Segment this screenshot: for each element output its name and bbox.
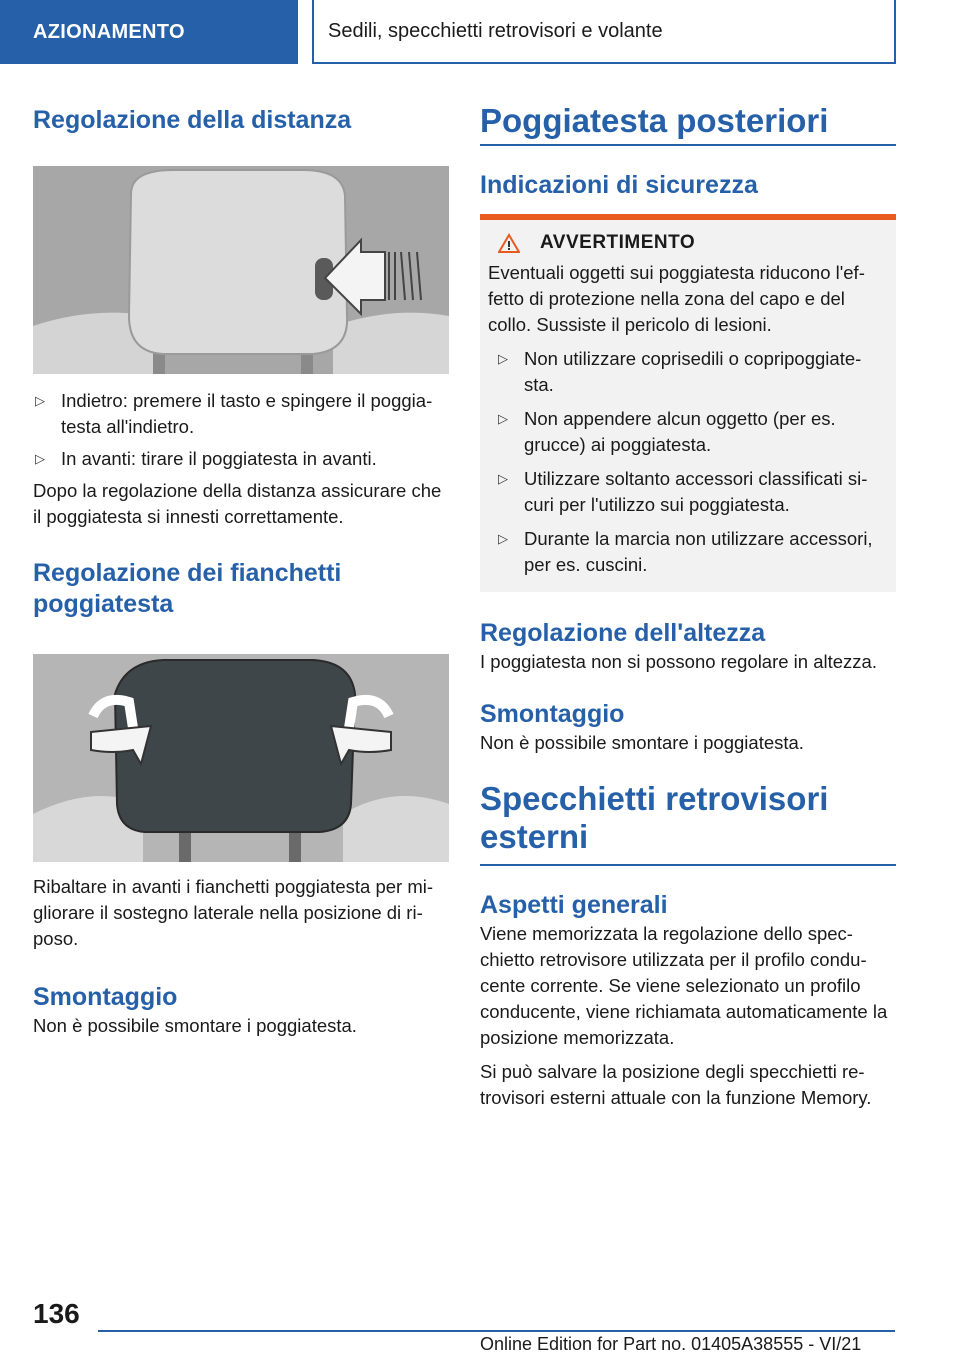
list-item xyxy=(496,346,888,398)
warning-content xyxy=(480,220,896,592)
warning-box xyxy=(480,214,896,592)
warning-bullets xyxy=(488,346,888,578)
list-item-text: Non utilizzare coprisedili o copripoggiate‐sta. xyxy=(524,348,862,395)
list-item xyxy=(496,526,888,578)
warning-title xyxy=(488,232,888,254)
headrest-distance-illustration xyxy=(33,166,449,374)
removal-heading-right: Smontaggio xyxy=(480,700,625,728)
headrest-wings-figure xyxy=(33,654,449,862)
general-paragraph-2: Si può salvare la posizione degli specchietti re‐trovisori esterni attuale con la funzione Memory. xyxy=(480,1061,872,1108)
heading-rule xyxy=(480,864,896,866)
page-number: 136 xyxy=(33,1298,80,1329)
warning-triangle-icon xyxy=(498,233,520,253)
distance-heading: Regolazione della distanza xyxy=(33,106,352,134)
height-text: I poggiatesta non si possono regolare in altezza. xyxy=(480,651,877,672)
list-item xyxy=(33,388,449,440)
list-item xyxy=(33,446,449,472)
footer-rule xyxy=(98,1330,895,1332)
list-item xyxy=(496,406,888,458)
wings-heading: Regolazione dei fianchetti poggiatesta xyxy=(33,559,342,618)
list-item-text: Indietro: premere il tasto e spingere il poggia‐testa all'indietro. xyxy=(61,390,433,437)
removal-text-left: Non è possibile smontare i poggiatesta. xyxy=(33,1015,357,1036)
section-tab: AZIONAMENTO xyxy=(0,0,298,64)
headrest-distance-figure xyxy=(33,166,449,374)
rear-headrests-heading: Poggiatesta posteriori xyxy=(480,102,829,139)
chapter-title: Sedili, specchietti retrovisori e volante xyxy=(312,0,896,64)
list-item-text: Durante la marcia non utilizzare accessori, per es. cuscini. xyxy=(524,528,873,575)
triangle-right-icon: ▷ xyxy=(498,531,508,546)
warning-text: Eventuali oggetti sui poggiatesta riducono l'ef‐fetto di protezione nella zona del capo e del collo. Sussiste il pericolo di lesioni. xyxy=(488,262,865,335)
general-heading: Aspetti generali xyxy=(480,891,668,919)
distance-bullets xyxy=(33,388,449,472)
headrest-wings-illustration xyxy=(33,654,449,862)
heading-rule xyxy=(480,144,896,146)
triangle-right-icon: ▷ xyxy=(35,393,45,408)
triangle-right-icon: ▷ xyxy=(498,411,508,426)
distance-note: Dopo la regolazione della distanza assicurare che il poggiatesta si innesti correttamente. xyxy=(33,480,442,527)
right-column xyxy=(480,100,896,1111)
list-item-text: In avanti: tirare il poggiatesta in avanti. xyxy=(61,448,377,469)
triangle-right-icon: ▷ xyxy=(35,451,45,466)
triangle-right-icon: ▷ xyxy=(498,351,508,366)
removal-heading-left: Smontaggio xyxy=(33,983,178,1011)
list-item-text: Utilizzare soltanto accessori classificati si‐curi per l'utilizzo sui poggiatesta. xyxy=(524,468,868,515)
safety-heading: Indicazioni di sicurezza xyxy=(480,171,758,199)
warning-title-text: AVVERTIMENTO xyxy=(540,232,696,253)
triangle-right-icon: ▷ xyxy=(498,471,508,486)
mirrors-heading: Specchietti retrovisori esterni xyxy=(480,780,829,855)
list-item-text: Non appendere alcun oggetto (per es. grucce) ai poggiatesta. xyxy=(524,408,836,455)
list-item xyxy=(496,466,888,518)
wings-text: Ribaltare in avanti i fianchetti poggiatesta per mi‐gliorare il sostegno laterale nella posizione di ri‐poso. xyxy=(33,876,434,949)
height-heading: Regolazione dell'altezza xyxy=(480,619,766,647)
edition-text: Online Edition for Part no. 01405A38555 - VI/21 xyxy=(480,1334,862,1354)
left-column xyxy=(33,100,449,1039)
removal-text-right: Non è possibile smontare i poggiatesta. xyxy=(480,732,804,753)
general-paragraph-1: Viene memorizzata la regolazione dello spec‐chietto retrovisore utilizzata per il profilo condu‐cente corrente. Se viene selezionato un profilo conducente, viene richiamata automaticamente la posizione memorizzata. xyxy=(480,923,888,1048)
